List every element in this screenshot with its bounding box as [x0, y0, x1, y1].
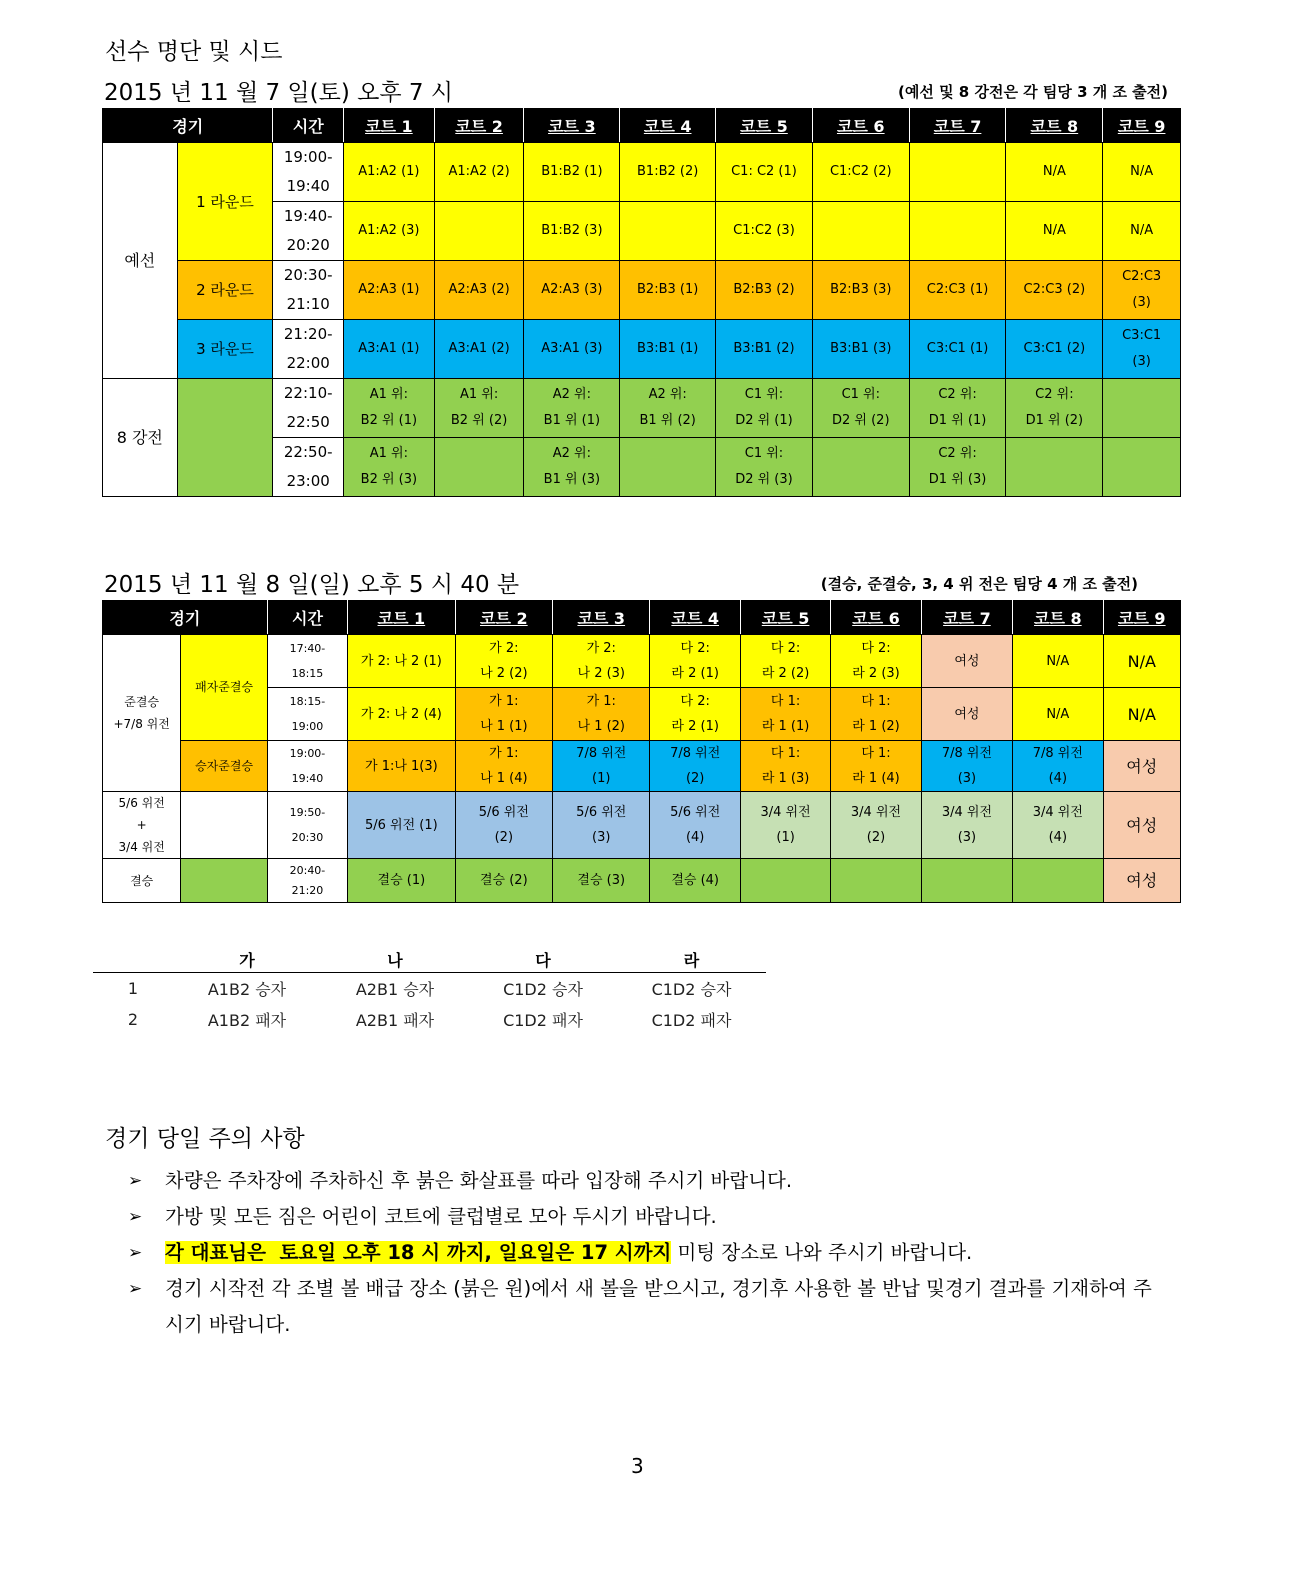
match-cell: N/A — [1103, 202, 1181, 261]
header-court-9: 코트 9 — [1103, 109, 1181, 143]
table-row — [103, 792, 1181, 859]
match-cell: 가 1: 나 1 (4) — [455, 741, 552, 792]
legend-header-ra: 라 — [617, 946, 766, 973]
match-cell: 7/8 위전 (2) — [650, 741, 740, 792]
group-semifinal: 준결승 +7/8 위전 — [103, 635, 181, 792]
match-cell — [1006, 438, 1103, 497]
round-2: 2 라운드 — [177, 261, 273, 320]
match-cell: C1: C2 (1) — [716, 143, 813, 202]
match-cell: 여성 — [1103, 859, 1180, 903]
match-cell: 가 2: 나 2 (3) — [553, 635, 650, 688]
legend-header-da: 다 — [469, 946, 617, 973]
header-court-4: 코트 4 — [620, 109, 716, 143]
match-cell — [1013, 859, 1103, 903]
notes-title: 경기 당일 주의 사항 — [105, 1126, 305, 1152]
page-number: 3 — [631, 1454, 644, 1478]
time-cell: 17:40- 18:15 — [267, 635, 347, 688]
table-row — [103, 143, 1181, 202]
notes-list — [128, 1163, 1168, 1343]
match-cell: A1:A2 (1) — [344, 143, 435, 202]
match-cell: 결승 (2) — [455, 859, 552, 903]
table-row — [103, 379, 1181, 438]
group-prelim: 예선 — [103, 143, 178, 379]
match-cell — [909, 202, 1006, 261]
bracket-legend-table — [93, 946, 766, 1035]
match-cell: 3/4 위전 (3) — [921, 792, 1012, 859]
time-cell: 19:40- 20:20 — [273, 202, 344, 261]
match-cell: C2:C3 (3) — [1103, 261, 1181, 320]
header-court-7: 코트 7 — [909, 109, 1006, 143]
match-cell: 가 1:나 1(3) — [348, 741, 455, 792]
match-cell: 결승 (1) — [348, 859, 455, 903]
match-cell: A1:A2 (2) — [434, 143, 524, 202]
header-court-3: 코트 3 — [553, 601, 650, 635]
header-court-6: 코트 6 — [812, 109, 909, 143]
match-cell: 다 1: 라 1 (4) — [831, 741, 921, 792]
list-item: ➢ 차량은 주차장에 주차하신 후 붉은 화살표를 따라 입장해 주시기 바랍니다. — [128, 1163, 1168, 1199]
list-item: ➢ 가방 및 모든 짐은 어린이 코트에 클럽별로 모아 두시기 바랍니다. — [128, 1199, 1168, 1235]
schedule-table-day2 — [102, 600, 1181, 903]
section2-date: 2015 년 11 월 8 일(일) 오후 5 시 40 분 — [104, 572, 520, 598]
match-cell: C3:C1 (3) — [1103, 320, 1181, 379]
header-court-2: 코트 2 — [455, 601, 552, 635]
match-cell — [620, 202, 716, 261]
time-cell: 19:00- 19:40 — [273, 143, 344, 202]
match-cell: B3:B1 (2) — [716, 320, 813, 379]
round-qf — [177, 379, 273, 497]
match-cell: C1:C2 (2) — [812, 143, 909, 202]
match-cell: B2:B3 (1) — [620, 261, 716, 320]
match-cell: N/A — [1006, 143, 1103, 202]
match-cell: 다 1: 라 1 (3) — [740, 741, 830, 792]
match-cell: C2 위: D1 위 (3) — [909, 438, 1006, 497]
page-title: 선수 명단 및 시드 — [105, 39, 283, 65]
time-cell: 21:20- 22:00 — [273, 320, 344, 379]
match-cell: 5/6 위전 (2) — [455, 792, 552, 859]
match-cell: 가 2: 나 2 (1) — [348, 635, 455, 688]
match-cell: A3:A1 (2) — [434, 320, 524, 379]
match-cell: C2:C3 (2) — [1006, 261, 1103, 320]
legend-row: 2 A1B2 패자 A2B1 패자 C1D2 패자 C1D2 패자 — [127, 1010, 732, 1030]
match-cell: C3:C1 (2) — [1006, 320, 1103, 379]
match-cell: N/A — [1013, 688, 1103, 741]
match-cell: B3:B1 (1) — [620, 320, 716, 379]
match-cell: A3:A1 (1) — [344, 320, 435, 379]
match-cell: 다 1: 라 1 (2) — [831, 688, 921, 741]
header-court-6: 코트 6 — [831, 601, 921, 635]
match-cell: N/A — [1103, 688, 1180, 741]
match-cell: 3/4 위전 (1) — [740, 792, 830, 859]
match-cell: 여성 — [921, 688, 1012, 741]
match-cell: C1 위: D2 위 (3) — [716, 438, 813, 497]
group-5-6-place: 5/6 위전 + 3/4 위전 — [103, 792, 181, 859]
table-row — [103, 261, 1181, 320]
match-cell: B3:B1 (3) — [812, 320, 909, 379]
time-cell: 20:30- 21:10 — [273, 261, 344, 320]
match-cell: 7/8 위전 (3) — [921, 741, 1012, 792]
match-cell: 다 2: 라 2 (3) — [831, 635, 921, 688]
header-court-9: 코트 9 — [1103, 601, 1180, 635]
time-cell: 19:50- 20:30 — [267, 792, 347, 859]
match-cell: 다 1: 라 1 (1) — [740, 688, 830, 741]
match-cell — [921, 859, 1012, 903]
match-cell: 가 2: 나 2 (2) — [455, 635, 552, 688]
table-row — [103, 859, 1181, 903]
match-cell: C1:C2 (3) — [716, 202, 813, 261]
match-cell: 7/8 위전 (1) — [553, 741, 650, 792]
section1-date: 2015 년 11 월 7 일(토) 오후 7 시 — [104, 80, 454, 106]
group-final: 결승 — [103, 859, 181, 903]
legend-header-row — [93, 946, 766, 973]
table-row — [103, 741, 1181, 792]
match-cell: A2:A3 (2) — [434, 261, 524, 320]
match-cell: 3/4 위전 (2) — [831, 792, 921, 859]
header-court-1: 코트 1 — [348, 601, 455, 635]
match-cell: A1 위: B2 위 (1) — [344, 379, 435, 438]
header-time: 시간 — [273, 109, 344, 143]
time-cell: 20:40- 21:20 — [267, 859, 347, 903]
match-cell: C2 위: D1 위 (1) — [909, 379, 1006, 438]
match-cell: N/A — [1013, 635, 1103, 688]
table-row — [103, 320, 1181, 379]
table-header-row — [103, 109, 1181, 143]
table-header-row — [103, 601, 1181, 635]
header-court-8: 코트 8 — [1013, 601, 1103, 635]
match-cell: B2:B3 (3) — [812, 261, 909, 320]
match-cell — [1103, 379, 1181, 438]
match-cell: A1:A2 (3) — [344, 202, 435, 261]
list-item: ➢ 경기 시작전 각 조별 볼 배급 장소 (붉은 원)에서 새 볼을 받으시고, 경기후 사용한 볼 반납 및경기 결과를 기재하여 주시기 바랍니다. — [128, 1271, 1168, 1343]
legend-row: 1 A1B2 승자 A2B1 승자 C1D2 승자 C1D2 승자 — [127, 979, 732, 999]
list-item: ➢ 각 대표님은 토요일 오후 18 시 까지, 일요일은 17 시까지 미팅 장소로 나와 주시기 바랍니다. — [128, 1235, 1168, 1271]
time-cell: 19:00- 19:40 — [267, 741, 347, 792]
match-cell: A2 위: B1 위 (1) — [524, 379, 620, 438]
match-cell: 여성 — [1103, 741, 1180, 792]
match-cell: B2:B3 (2) — [716, 261, 813, 320]
match-cell: 결승 (3) — [553, 859, 650, 903]
match-cell: B1:B2 (1) — [524, 143, 620, 202]
arrow-bullet-icon: ➢ — [128, 1243, 143, 1263]
header-match: 경기 — [103, 109, 273, 143]
match-cell: 5/6 위전 (4) — [650, 792, 740, 859]
schedule-table-day1 — [102, 108, 1181, 497]
time-cell: 22:50- 23:00 — [273, 438, 344, 497]
match-cell: 가 1: 나 1 (1) — [455, 688, 552, 741]
header-court-4: 코트 4 — [650, 601, 740, 635]
header-court-8: 코트 8 — [1006, 109, 1103, 143]
match-cell — [831, 859, 921, 903]
match-cell — [1103, 438, 1181, 497]
section1-note: (예선 및 8 강전은 각 팀당 3 개 조 출전) — [898, 83, 1168, 101]
match-cell: A2:A3 (3) — [524, 261, 620, 320]
round-5-6-place — [181, 792, 267, 859]
match-cell: 가 2: 나 2 (4) — [348, 688, 455, 741]
match-cell: N/A — [1103, 143, 1181, 202]
match-cell: N/A — [1006, 202, 1103, 261]
highlighted-deadline: 각 대표님은 토요일 오후 18 시 까지, 일요일은 17 시까지 — [165, 1241, 672, 1264]
header-court-5: 코트 5 — [740, 601, 830, 635]
winner-semifinal: 승자준결승 — [181, 741, 267, 792]
match-cell: 다 2: 라 2 (2) — [740, 635, 830, 688]
match-cell: 가 1: 나 1 (2) — [553, 688, 650, 741]
match-cell — [434, 202, 524, 261]
match-cell — [812, 202, 909, 261]
match-cell: N/A — [1103, 635, 1180, 688]
match-cell: 다 2: 라 2 (1) — [650, 635, 740, 688]
match-cell: 5/6 위전 (1) — [348, 792, 455, 859]
header-court-5: 코트 5 — [716, 109, 813, 143]
match-cell: B1:B2 (3) — [524, 202, 620, 261]
match-cell — [434, 438, 524, 497]
header-court-7: 코트 7 — [921, 601, 1012, 635]
round-final — [181, 859, 267, 903]
arrow-bullet-icon: ➢ — [128, 1171, 143, 1191]
match-cell — [909, 143, 1006, 202]
legend-header-na: 나 — [321, 946, 469, 973]
header-time: 시간 — [267, 601, 347, 635]
match-cell: A2:A3 (1) — [344, 261, 435, 320]
match-cell: 다 2: 라 2 (1) — [650, 688, 740, 741]
match-cell: C3:C1 (1) — [909, 320, 1006, 379]
match-cell: 5/6 위전 (3) — [553, 792, 650, 859]
legend-header-ga: 가 — [173, 946, 321, 973]
match-cell: B1:B2 (2) — [620, 143, 716, 202]
match-cell: 여성 — [1103, 792, 1180, 859]
match-cell: 여성 — [921, 635, 1012, 688]
match-cell — [740, 859, 830, 903]
match-cell: C2 위: D1 위 (2) — [1006, 379, 1103, 438]
section2-note: (결승, 준결승, 3, 4 위 전은 팀당 4 개 조 출전) — [820, 575, 1138, 593]
match-cell: C1 위: D2 위 (2) — [812, 379, 909, 438]
header-court-2: 코트 2 — [434, 109, 524, 143]
round-1: 1 라운드 — [177, 143, 273, 261]
time-cell: 18:15- 19:00 — [267, 688, 347, 741]
loser-semifinal: 패자준결승 — [181, 635, 267, 741]
round-3: 3 라운드 — [177, 320, 273, 379]
match-cell: 3/4 위전 (4) — [1013, 792, 1103, 859]
match-cell: A2 위: B1 위 (2) — [620, 379, 716, 438]
match-cell: C2:C3 (1) — [909, 261, 1006, 320]
table-row — [103, 635, 1181, 688]
time-cell: 22:10- 22:50 — [273, 379, 344, 438]
match-cell: A2 위: B1 위 (3) — [524, 438, 620, 497]
match-cell: 결승 (4) — [650, 859, 740, 903]
arrow-bullet-icon: ➢ — [128, 1279, 143, 1299]
match-cell — [812, 438, 909, 497]
match-cell: A1 위: B2 위 (3) — [344, 438, 435, 497]
match-cell: 7/8 위전 (4) — [1013, 741, 1103, 792]
arrow-bullet-icon: ➢ — [128, 1207, 143, 1227]
header-court-3: 코트 3 — [524, 109, 620, 143]
match-cell — [620, 438, 716, 497]
header-court-1: 코트 1 — [344, 109, 435, 143]
header-match: 경기 — [103, 601, 268, 635]
match-cell: A3:A1 (3) — [524, 320, 620, 379]
match-cell: A1 위: B2 위 (2) — [434, 379, 524, 438]
group-quarterfinal: 8 강전 — [103, 379, 178, 497]
match-cell: C1 위: D2 위 (1) — [716, 379, 813, 438]
